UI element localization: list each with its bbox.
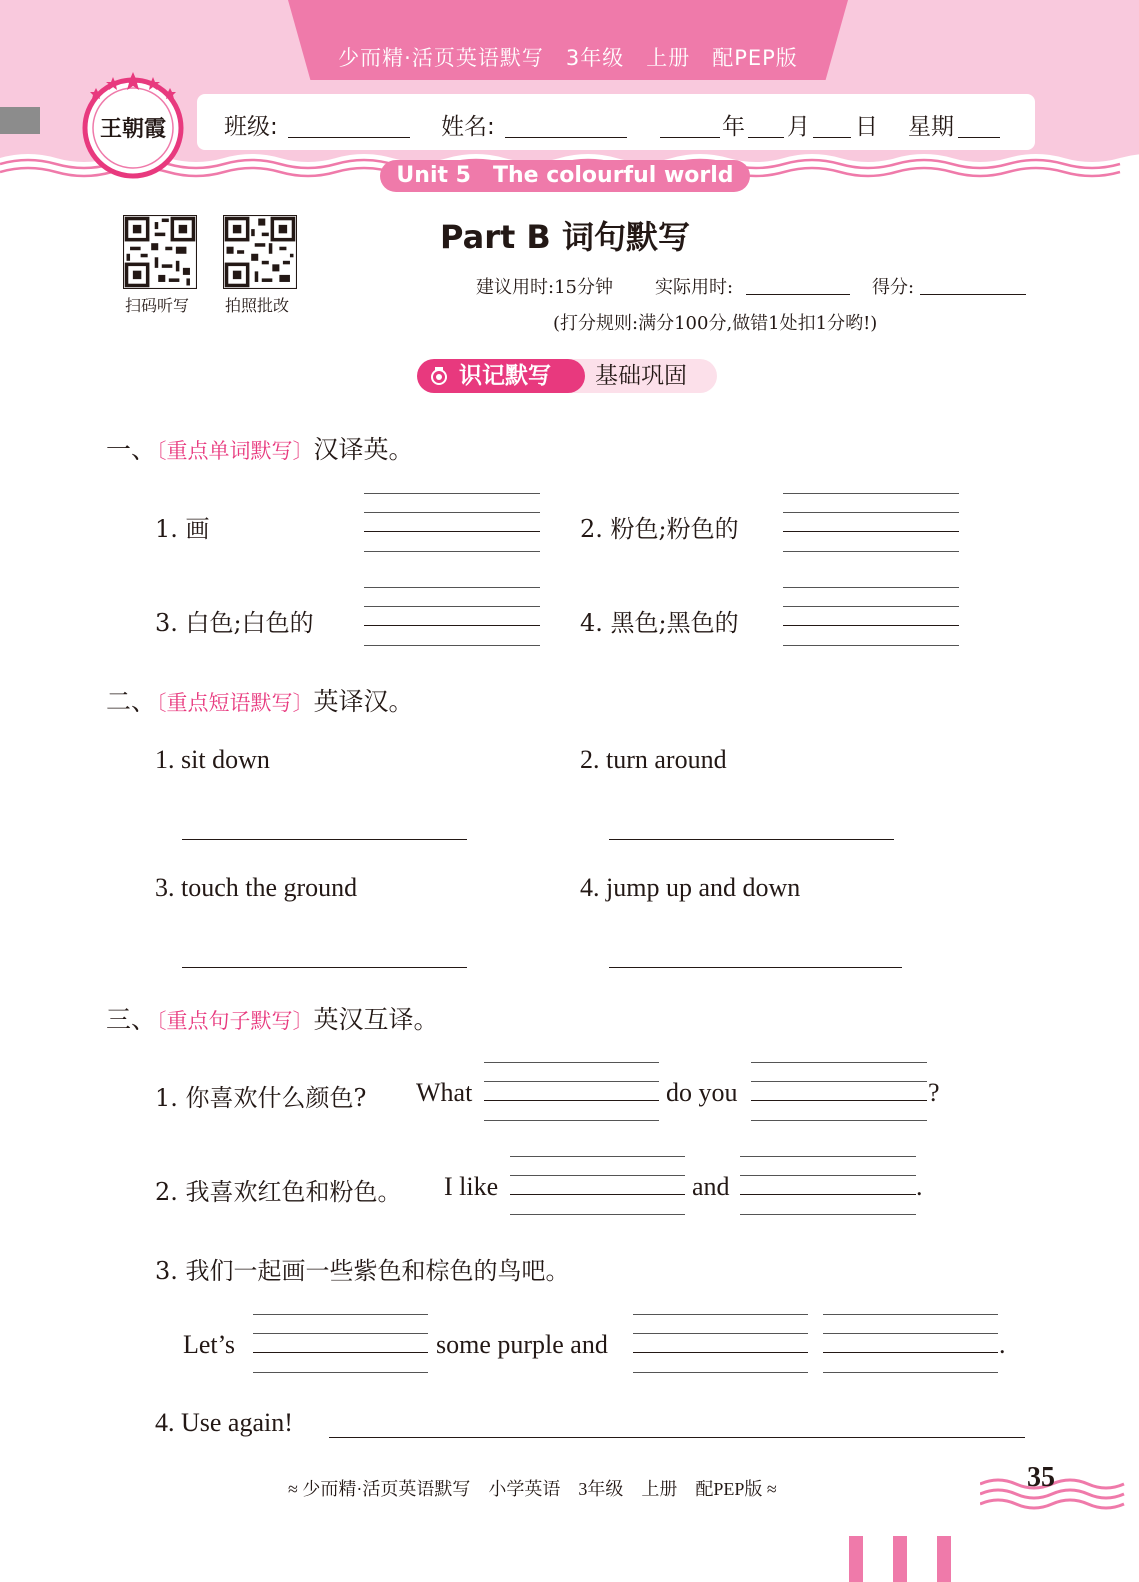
publisher-logo-icon (78, 70, 188, 180)
name-field[interactable] (505, 137, 627, 138)
s2-answer-2[interactable] (609, 839, 894, 840)
s3-3-chinese: 3. 我们一起画一些紫色和棕色的鸟吧。 (155, 1257, 570, 1285)
s2-item-4: 4. jump up and down (580, 873, 801, 902)
s1-item-4: 4. 黑色;黑色的 (580, 609, 739, 637)
s1-item-1: 1. 画 (155, 515, 210, 543)
s3-3-blank-3[interactable] (823, 1314, 998, 1374)
class-label: 班级: (224, 114, 278, 140)
section3-number: 三、 (106, 1005, 157, 1034)
s3-1-blank-1[interactable] (484, 1062, 659, 1122)
s3-2-end: . (916, 1172, 923, 1201)
series-title: 少而精·活页英语默写 3年级 上册 配PEP版 (338, 46, 798, 70)
logo-text: 王朝霞 (99, 116, 167, 142)
s2-item-3: 3. touch the ground (155, 873, 358, 902)
s3-2-word-b: and (692, 1172, 730, 1201)
year-field[interactable] (660, 137, 720, 138)
s3-1-chinese: 1. 你喜欢什么颜色? (155, 1084, 367, 1112)
section3-tag: 〔重点句子默写〕 (156, 1009, 314, 1033)
footer-wave-icon (980, 1470, 1130, 1514)
actual-time-field[interactable] (746, 294, 850, 295)
badge-main-text: 识记默写 (459, 363, 551, 389)
badge-sub (565, 359, 717, 393)
medal-icon (429, 366, 449, 386)
s1-answer-1[interactable] (364, 493, 540, 553)
day-field[interactable] (813, 137, 851, 138)
month-label: 月 (787, 114, 810, 140)
section1-instruction: 汉译英。 (313, 435, 414, 464)
s1-item-3: 3. 白色;白色的 (155, 609, 314, 637)
s1-item-2: 2. 粉色;粉色的 (580, 515, 739, 543)
section3-heading (106, 1000, 439, 1036)
page-number: 35 (1027, 1462, 1055, 1493)
footer-series-text: ≈ 少而精·活页英语默写 小学英语 3年级 上册 配PEP版 ≈ (288, 1479, 777, 1499)
s2-answer-4[interactable] (609, 967, 902, 968)
section2-number: 二、 (106, 687, 157, 716)
s3-3-blank-2[interactable] (633, 1314, 808, 1374)
unit-title: Unit 5 The colourful world (380, 160, 750, 192)
suggested-time: 建议用时:15分钟 (476, 277, 613, 298)
section2-instruction: 英译汉。 (313, 687, 414, 716)
s3-2-blank-1[interactable] (510, 1156, 685, 1216)
section1-number: 一、 (106, 435, 157, 464)
s2-item-2: 2. turn around (580, 745, 727, 774)
s3-4-text: 4. Use again! (155, 1408, 293, 1437)
qr-listen-label: 扫码听写 (125, 296, 190, 315)
month-field[interactable] (748, 137, 784, 138)
qr-code-listen-icon[interactable] (123, 215, 197, 289)
s3-3-blank-1[interactable] (253, 1314, 428, 1374)
name-label: 姓名: (441, 114, 495, 140)
s2-item-1: 1. sit down (155, 745, 270, 774)
grey-side-tab (0, 107, 40, 134)
s3-2-word-a: I like (444, 1172, 499, 1201)
year-label: 年 (722, 114, 745, 140)
s3-3-word-a: Let’s (183, 1330, 235, 1359)
s3-2-chinese: 2. 我喜欢红色和粉色。 (155, 1178, 402, 1206)
section1-heading (106, 430, 414, 466)
actual-time-label: 实际用时: (655, 277, 734, 298)
footer-bar (937, 1536, 951, 1582)
qr-correct-label: 拍照批改 (225, 296, 290, 315)
scoring-rule: (打分规则:满分100分,做错1处扣1分哟!) (553, 313, 878, 334)
badge-sub-text: 基础巩固 (595, 363, 687, 389)
s3-1-end: ? (928, 1078, 940, 1107)
qr-code-correct-icon[interactable] (223, 215, 297, 289)
s3-1-word-b: do you (666, 1078, 738, 1107)
s3-1-blank-2[interactable] (751, 1062, 927, 1122)
weekday-field[interactable] (958, 137, 1000, 138)
section2-heading (106, 682, 414, 718)
badge-main (417, 359, 585, 393)
s3-1-word-a: What (416, 1078, 473, 1107)
section2-tag: 〔重点短语默写〕 (156, 691, 314, 715)
s3-3-end: . (999, 1330, 1006, 1359)
s1-answer-3[interactable] (364, 587, 540, 647)
s2-answer-3[interactable] (182, 967, 467, 968)
section1-tag: 〔重点单词默写〕 (156, 439, 314, 463)
day-label: 日 (855, 114, 878, 140)
s1-answer-2[interactable] (783, 493, 959, 553)
s3-2-blank-2[interactable] (740, 1156, 916, 1216)
weekday-label: 星期 (908, 114, 954, 140)
class-field[interactable] (288, 137, 410, 138)
s2-answer-1[interactable] (182, 839, 467, 840)
score-field[interactable] (920, 294, 1026, 295)
score-label: 得分: (872, 277, 915, 298)
s1-answer-4[interactable] (783, 587, 959, 647)
s3-3-word-b: some purple and (436, 1330, 608, 1359)
footer-bar (849, 1536, 863, 1582)
section3-instruction: 英汉互译。 (313, 1005, 439, 1034)
footer-bar (893, 1536, 907, 1582)
s3-4-answer[interactable] (329, 1437, 1025, 1438)
part-title: Part B 词句默写 (440, 218, 690, 256)
